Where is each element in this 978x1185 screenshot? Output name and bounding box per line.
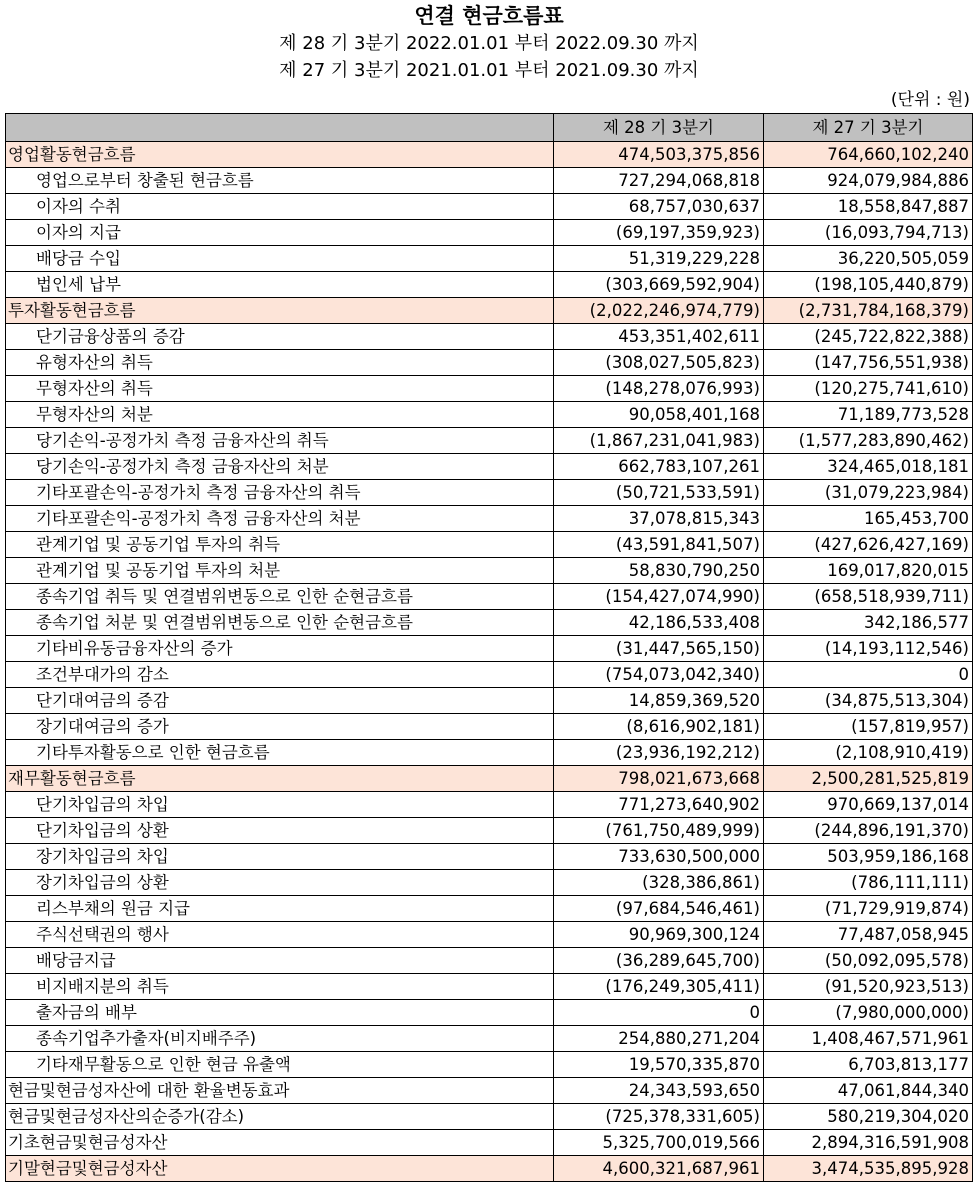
prior-period-value: (245,722,822,388)	[764, 324, 973, 350]
section-row	[6, 298, 973, 324]
row-label: 리스부채의 원금 지급	[6, 896, 554, 922]
current-period-value: 42,186,533,408	[554, 610, 764, 636]
prior-period-value: (120,275,741,610)	[764, 376, 973, 402]
prior-period-value: (16,093,794,713)	[764, 220, 973, 246]
prior-period-value: (71,729,919,874)	[764, 896, 973, 922]
prior-period-value: 342,186,577	[764, 610, 973, 636]
prior-period-value: 764,660,102,240	[764, 142, 973, 168]
prior-period-value: 47,061,844,340	[764, 1078, 973, 1104]
current-period-value: (303,669,592,904)	[554, 272, 764, 298]
current-period-value: (36,289,645,700)	[554, 948, 764, 974]
prior-period-value: 36,220,505,059	[764, 246, 973, 272]
table-row	[6, 974, 973, 1000]
header-account	[6, 114, 554, 142]
table-row	[6, 714, 973, 740]
header-current-period: 제 28 기 3분기	[554, 114, 764, 142]
table-row	[6, 1078, 973, 1104]
row-label: 단기차입금의 차입	[6, 792, 554, 818]
table-row	[6, 1000, 973, 1026]
prior-period-value: (14,193,112,546)	[764, 636, 973, 662]
current-period-value: (8,616,902,181)	[554, 714, 764, 740]
row-label: 장기대여금의 증가	[6, 714, 554, 740]
current-period-value: 0	[554, 1000, 764, 1026]
table-row	[6, 454, 973, 480]
table-row	[6, 688, 973, 714]
prior-period-value: 165,453,700	[764, 506, 973, 532]
table-row	[6, 376, 973, 402]
row-label: 기말현금및현금성자산	[6, 1156, 554, 1182]
prior-period-value: 18,558,847,887	[764, 194, 973, 220]
current-period-value: (761,750,489,999)	[554, 818, 764, 844]
prior-period-value: 0	[764, 662, 973, 688]
row-label: 영업으로부터 창출된 현금흐름	[6, 168, 554, 194]
current-period-value: 4,600,321,687,961	[554, 1156, 764, 1182]
table-row	[6, 1052, 973, 1078]
current-period-value: 662,783,107,261	[554, 454, 764, 480]
prior-period-value: 970,669,137,014	[764, 792, 973, 818]
current-period-value: 68,757,030,637	[554, 194, 764, 220]
prior-period-value: (50,092,095,578)	[764, 948, 973, 974]
table-row	[6, 610, 973, 636]
document-title: 연결 현금흐름표	[414, 4, 564, 28]
section-row	[6, 766, 973, 792]
prior-period-value: (91,520,923,513)	[764, 974, 973, 1000]
table-row	[6, 844, 973, 870]
row-label: 투자활동현금흐름	[6, 298, 554, 324]
current-period-value: (308,027,505,823)	[554, 350, 764, 376]
prior-period-value: (7,980,000,000)	[764, 1000, 973, 1026]
table-row	[6, 246, 973, 272]
row-label: 무형자산의 취득	[6, 376, 554, 402]
current-period-value: (154,427,074,990)	[554, 584, 764, 610]
current-period-value: 453,351,402,611	[554, 324, 764, 350]
table-row	[6, 532, 973, 558]
prior-period-value: (2,731,784,168,379)	[764, 298, 973, 324]
prior-period-value: (31,079,223,984)	[764, 480, 973, 506]
prior-period-value: (244,896,191,370)	[764, 818, 973, 844]
row-label: 관계기업 및 공동기업 투자의 취득	[6, 532, 554, 558]
row-label: 현금및현금성자산에 대한 환율변동효과	[6, 1078, 554, 1104]
prior-period-value: 77,487,058,945	[764, 922, 973, 948]
table-row	[6, 428, 973, 454]
prior-period-value: (2,108,910,419)	[764, 740, 973, 766]
period-current: 제 28 기 3분기 2022.01.01 부터 2022.09.30 까지	[279, 33, 699, 54]
current-period-value: (328,386,861)	[554, 870, 764, 896]
row-label: 법인세 납부	[6, 272, 554, 298]
table-row	[6, 480, 973, 506]
current-period-value: 771,273,640,902	[554, 792, 764, 818]
prior-period-value: 2,894,316,591,908	[764, 1130, 973, 1156]
table-row	[6, 324, 973, 350]
row-label: 기타재무활동으로 인한 현금 유출액	[6, 1052, 554, 1078]
table-row	[6, 818, 973, 844]
cash-flow-table	[5, 113, 973, 1182]
current-period-value: (148,278,076,993)	[554, 376, 764, 402]
prior-period-value: 503,959,186,168	[764, 844, 973, 870]
table-row	[6, 220, 973, 246]
table-row	[6, 272, 973, 298]
table-row	[6, 584, 973, 610]
row-label: 유형자산의 취득	[6, 350, 554, 376]
current-period-value: (176,249,305,411)	[554, 974, 764, 1000]
prior-period-value: (147,756,551,938)	[764, 350, 973, 376]
row-label: 비지배지분의 취득	[6, 974, 554, 1000]
current-period-value: (97,684,546,461)	[554, 896, 764, 922]
row-label: 기초현금및현금성자산	[6, 1130, 554, 1156]
prior-period-value: (658,518,939,711)	[764, 584, 973, 610]
row-label: 영업활동현금흐름	[6, 142, 554, 168]
table-row	[6, 792, 973, 818]
row-label: 장기차입금의 차입	[6, 844, 554, 870]
row-label: 주식선택권의 행사	[6, 922, 554, 948]
row-label: 배당금 수입	[6, 246, 554, 272]
row-label: 종속기업 처분 및 연결범위변동으로 인한 순현금흐름	[6, 610, 554, 636]
prior-period-value: (1,577,283,890,462)	[764, 428, 973, 454]
current-period-value: 733,630,500,000	[554, 844, 764, 870]
row-label: 기타투자활동으로 인한 현금흐름	[6, 740, 554, 766]
row-label: 종속기업 취득 및 연결범위변동으로 인한 순현금흐름	[6, 584, 554, 610]
current-period-value: (23,936,192,212)	[554, 740, 764, 766]
row-label: 기타비유동금융자산의 증가	[6, 636, 554, 662]
section-row	[6, 142, 973, 168]
header-prior-period: 제 27 기 3분기	[764, 114, 973, 142]
row-label: 장기차입금의 상환	[6, 870, 554, 896]
row-label: 기타포괄손익-공정가치 측정 금융자산의 취득	[6, 480, 554, 506]
table-row	[6, 870, 973, 896]
row-label: 종속기업추가출자(비지배주주)	[6, 1026, 554, 1052]
table-row	[6, 948, 973, 974]
current-period-value: (50,721,533,591)	[554, 480, 764, 506]
table-row	[6, 896, 973, 922]
table-row	[6, 350, 973, 376]
table-row	[6, 662, 973, 688]
row-label: 조건부대가의 감소	[6, 662, 554, 688]
row-label: 당기손익-공정가치 측정 금융자산의 취득	[6, 428, 554, 454]
prior-period-value: (34,875,513,304)	[764, 688, 973, 714]
row-label: 이자의 지급	[6, 220, 554, 246]
row-label: 출자금의 배부	[6, 1000, 554, 1026]
prior-period-value: 2,500,281,525,819	[764, 766, 973, 792]
current-period-value: 14,859,369,520	[554, 688, 764, 714]
current-period-value: 798,021,673,668	[554, 766, 764, 792]
prior-period-value: 169,017,820,015	[764, 558, 973, 584]
row-label: 관계기업 및 공동기업 투자의 처분	[6, 558, 554, 584]
header-row	[6, 114, 973, 142]
table-row	[6, 1130, 973, 1156]
prior-period-value: 71,189,773,528	[764, 402, 973, 428]
prior-period-value: 6,703,813,177	[764, 1052, 973, 1078]
prior-period-value: 580,219,304,020	[764, 1104, 973, 1130]
table-row	[6, 1104, 973, 1130]
table-row	[6, 168, 973, 194]
current-period-value: 90,969,300,124	[554, 922, 764, 948]
row-label: 무형자산의 처분	[6, 402, 554, 428]
table-row	[6, 558, 973, 584]
prior-period-value: (427,626,427,169)	[764, 532, 973, 558]
section-row	[6, 1156, 973, 1182]
row-label: 기타포괄손익-공정가치 측정 금융자산의 처분	[6, 506, 554, 532]
prior-period-value: (786,111,111)	[764, 870, 973, 896]
row-label: 단기대여금의 증감	[6, 688, 554, 714]
unit-label: (단위 : 원)	[890, 90, 970, 110]
prior-period-value: (198,105,440,879)	[764, 272, 973, 298]
current-period-value: (2,022,246,974,779)	[554, 298, 764, 324]
table-row	[6, 922, 973, 948]
row-label: 배당금지급	[6, 948, 554, 974]
current-period-value: (754,073,042,340)	[554, 662, 764, 688]
current-period-value: 51,319,229,228	[554, 246, 764, 272]
current-period-value: 19,570,335,870	[554, 1052, 764, 1078]
prior-period-value: 924,079,984,886	[764, 168, 973, 194]
period-prior: 제 27 기 3분기 2021.01.01 부터 2021.09.30 까지	[279, 60, 699, 81]
current-period-value: (69,197,359,923)	[554, 220, 764, 246]
prior-period-value: 1,408,467,571,961	[764, 1026, 973, 1052]
prior-period-value: (157,819,957)	[764, 714, 973, 740]
current-period-value: 727,294,068,818	[554, 168, 764, 194]
current-period-value: 58,830,790,250	[554, 558, 764, 584]
current-period-value: 5,325,700,019,566	[554, 1130, 764, 1156]
current-period-value: (43,591,841,507)	[554, 532, 764, 558]
table-row	[6, 636, 973, 662]
current-period-value: 24,343,593,650	[554, 1078, 764, 1104]
row-label: 단기금융상품의 증감	[6, 324, 554, 350]
row-label: 현금및현금성자산의순증가(감소)	[6, 1104, 554, 1130]
prior-period-value: 3,474,535,895,928	[764, 1156, 973, 1182]
current-period-value: 90,058,401,168	[554, 402, 764, 428]
current-period-value: 474,503,375,856	[554, 142, 764, 168]
current-period-value: 254,880,271,204	[554, 1026, 764, 1052]
table-row	[6, 402, 973, 428]
table-row	[6, 194, 973, 220]
table-row	[6, 1026, 973, 1052]
table-row	[6, 740, 973, 766]
row-label: 재무활동현금흐름	[6, 766, 554, 792]
row-label: 단기차입금의 상환	[6, 818, 554, 844]
current-period-value: (31,447,565,150)	[554, 636, 764, 662]
current-period-value: (725,378,331,605)	[554, 1104, 764, 1130]
current-period-value: 37,078,815,343	[554, 506, 764, 532]
row-label: 당기손익-공정가치 측정 금융자산의 처분	[6, 454, 554, 480]
table-row	[6, 506, 973, 532]
current-period-value: (1,867,231,041,983)	[554, 428, 764, 454]
row-label: 이자의 수취	[6, 194, 554, 220]
prior-period-value: 324,465,018,181	[764, 454, 973, 480]
